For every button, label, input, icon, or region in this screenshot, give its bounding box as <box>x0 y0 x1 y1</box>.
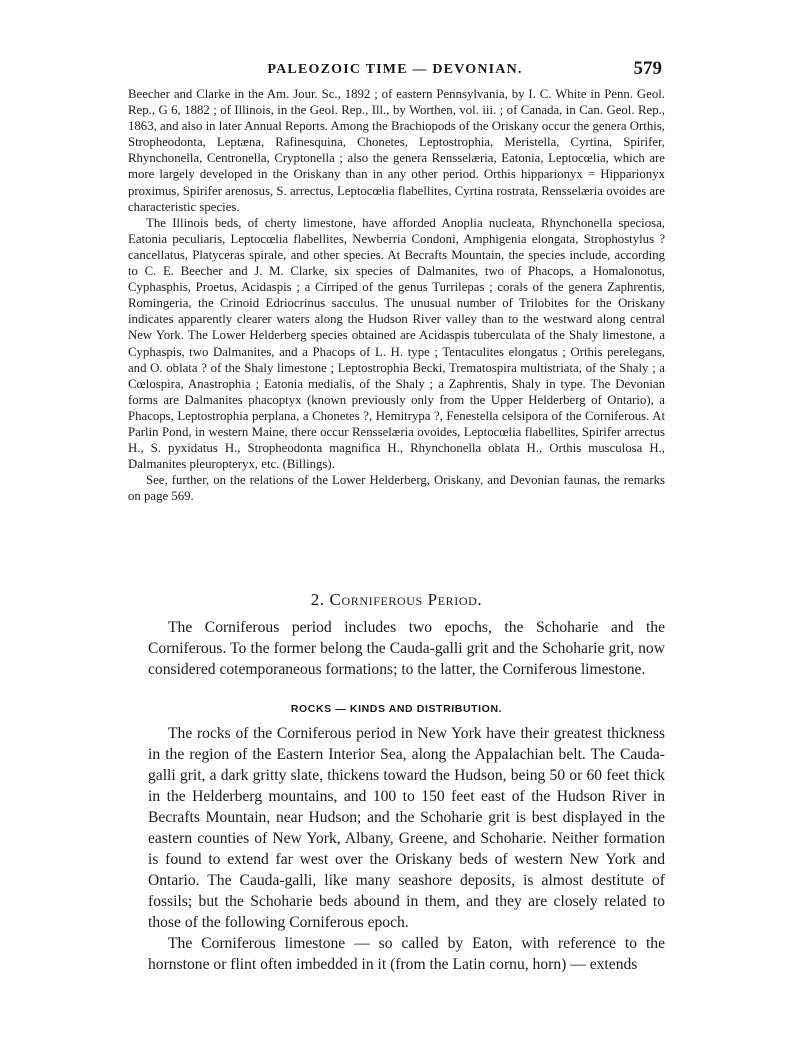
body-block <box>148 723 665 975</box>
section-heading <box>128 590 665 610</box>
see-further-paragraph: See, further, on the relations of the Lower Helderberg, Oriskany, and Devonian faunas, the remarks on page 569. <box>128 473 665 504</box>
small-print-block <box>128 86 665 504</box>
subheading: ROCKS — KINDS AND DISTRIBUTION. <box>290 703 503 715</box>
intro-block <box>148 617 665 680</box>
running-title: PALEOZOIC TIME — DEVONIAN. <box>267 62 523 77</box>
rocks-paragraph: The rocks of the Corniferous period in New York have their greatest thickness in the region of the Eastern Interior Sea, along the Appalachian belt. The Cauda-galli grit, a dark gritty slate, thickens toward the Hudson, being 50 or 60 feet thick in the Helderberg mountains, and 100 to 150 feet east of the Hudson River in Becrafts Mountain, near Hudson; and the Schoharie grit is best displayed in the eastern counties of New York, Albany, Greene, and Schoharie. Neither formation is found to extend far west over the Oriskany beds of western New York and Ontario. The Cauda-galli, like many seashore deposits, is almost destitute of fossils; but the Schoharie beds abound in them, and they are closely related to those of the following Corniferous epoch. <box>148 725 665 931</box>
oriskany-references-paragraph: Beecher and Clarke in the Am. Jour. Sc., 1892 ; of eastern Pennsylvania, by I. C. White in Penn. Geol. Rep., G 6, 1882 ; of Illinois, in the Geol. Rep., Ill., by Worthen, vol. iii. ; of Canada, in Can. Geol. Rep., 1863, and also in later Annual Reports. Among the Brachiopods of the Oriskany occur the genera Orthis, Stropheodonta, Leptæna, Rafinesquina, Chonetes, Leptostrophia, Meristella, Cyrtina, Spirifer, Rhynchonella, Centronella, Cryptonella ; also the genera Rensselæria, Eatonia, Leptocœlia, which are more largely developed in the Oriskany than in any other period. Orthis hipparionyx = Hipparionyx proximus, Spirifer arenosus, S. arrectus, Leptocœlia flabellites, Cyrtina rostrata, Rensselæria ovoides are characteristic species. <box>128 87 665 214</box>
corniferous-limestone-paragraph: The Corniferous limestone — so called by Eaton, with reference to the hornstone or flint often imbedded in it (from the Latin cornu, horn) — extends <box>148 935 665 973</box>
section-number: 2. <box>310 590 325 609</box>
running-head <box>128 60 662 84</box>
section-title: Corniferous Period. <box>329 590 483 609</box>
intro-paragraph: The Corniferous period includes two epochs, the Schoharie and the Corniferous. To the former belong the Cauda-galli grit and the Schoharie grit, now considered cotemporaneous formations; to the latter, the Corniferous limestone. <box>148 619 665 678</box>
page-number: 579 <box>633 58 662 79</box>
illinois-beds-paragraph: The Illinois beds, of cherty limestone, have afforded Anoplia nucleata, Rhynchonella speciosa, Eatonia peculiaris, Leptocœlia flabellites, Newberria Condoni, Amphigenia elongata, Strophostylus ? cancellatus, Platyceras spirale, and other species. At Becrafts Mountain, the species include, according to C. E. Beecher and J. M. Clarke, six species of Dalmanites, two of Phacops, a Homalonotus, Cyphasphis, Proetus, Acidaspis ; a Cirriped of the genus Turrilepas ; corals of the genera Zaphrentis, Romingeria, the Crinoid Edriocrinus sacculus. The unusual number of Trilobites for the Oriskany indicates apparently clearer waters along the Hudson River valley than to the westward along central New York. The Lower Helderberg species obtained are Acidaspis tuberculata of the Shaly limestone, a Cyphaspis, two Dalmanites, and a Phacops of L. H. type ; Tentaculites elongatus ; Orthis perelegans, and O. oblata ? of the Shaly limestone ; Leptostrophia Becki, Trematospira multistriata, of the Shaly ; a Cœlospira, Anastrophia ; Eatonia medialis, of the Shaly ; a Zaphrentis, Shaly in type. The Devonian forms are Dalmanites phacoptyx (known previously only from the Upper Helderberg of Ontario), a Phacops, Leptostrophia perplana, a Chonetes ?, Hemitrypa ?, Fenestella celsipora of the Corniferous. At Parlin Pond, in western Maine, there occur Rensselæria ovoides, Leptocœlia flabellites, Spirifer arrectus H., S. pyxidatus H., Stropheodonta magnifica H., Rhynchonella oblata H., Orthis musculosa H., Dalmanites pleuropteryx, etc. (Billings). <box>128 215 665 472</box>
